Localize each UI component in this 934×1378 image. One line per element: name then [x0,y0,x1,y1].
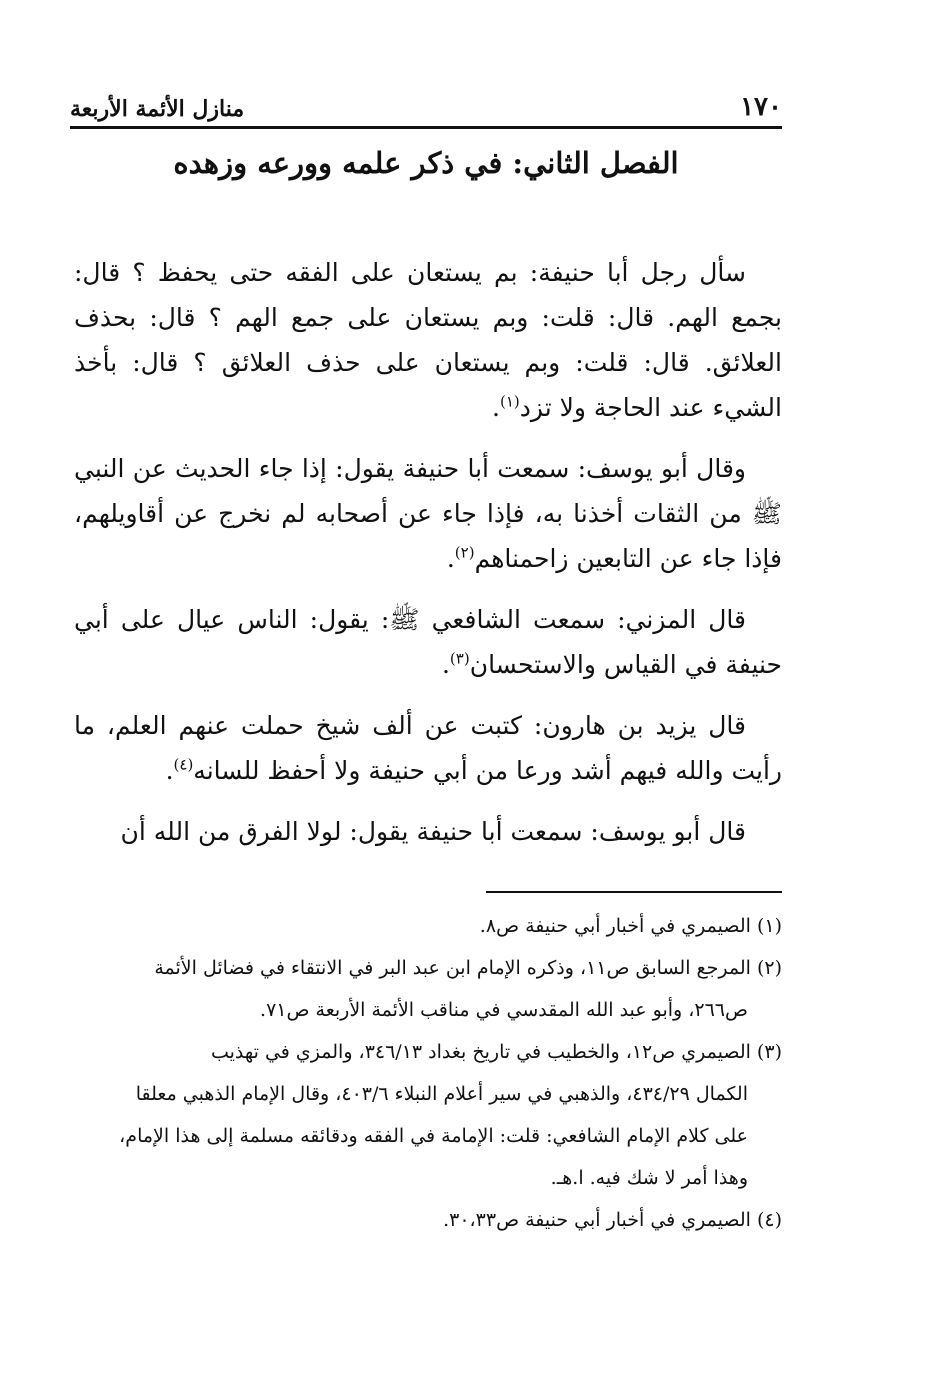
body-paragraph [74,703,782,793]
paragraph-text: سأل رجل أبا حنيفة: بم يستعان على الفقه حتى يحفظ ؟ قال: بجمع الهم. قال: قلت: وبم يستعان على جمع الهم ؟ قال: بحذف العلائق. قال: قلت: وبم يستعان على حذف العلائق ؟ قال: بأخذ الشيء عند الحاجة ولا تزد [74,258,782,422]
footnote-marker: (١) [499,392,520,411]
paragraph-text: قال المزني: سمعت الشافعي ﷺ: يقول: الناس عيال على أبي حنيفة في القياس والاستحسان [74,605,782,679]
body-text [74,250,782,854]
footnote-1: (١) الصيمري في أخبار أبي حنيفة ص٨. [479,915,782,937]
footnote-3-continuation: وهذا أمر لا شك فيه. ا.هـ. [550,1167,748,1189]
chapter-title: الفصل الثاني: في ذكر علمه وورعه وزهده [173,146,679,180]
body-paragraph [74,250,782,430]
paragraph-end: . [492,393,500,422]
footnote-4: (٤) الصيمري في أخبار أبي حنيفة ص٣٠،٣٣. [443,1209,782,1231]
paragraph-text: قال يزيد بن هارون: كتبت عن ألف شيخ حملت عنهم العلم، ما رأيت والله فيهم أشد ورعا من أبي حنيفة ولا أحفظ للسانه [74,711,782,785]
footnote-marker: (٢) [454,543,475,562]
body-paragraph [74,809,782,854]
footnote-marker: (٤) [173,755,194,774]
body-paragraph [74,597,782,687]
footnote-3: (٣) الصيمري ص١٢، والخطيب في تاريخ بغداد ٣٤٦/١٣، والمزي في تهذيب [210,1041,782,1063]
footnote-marker: (٣) [449,649,470,668]
paragraph-end: . [165,756,174,785]
body-paragraph [74,446,782,581]
paragraph-end: . [446,544,455,573]
paragraph-end: . [441,650,450,679]
header-rule [70,126,782,129]
running-header [70,78,782,120]
page-number: ١٧٠ [740,92,782,122]
footnote-rule [486,891,782,893]
footnote-3-continuation: على كلام الإمام الشافعي: قلت: الإمامة في الفقه ودقائقه مسلمة إلى هذا الإمام، [119,1125,748,1147]
footnotes [74,905,782,1241]
footnote-3-continuation: الكمال ٤٣٤/٢٩، والذهبي في سير أعلام النبلاء ٤٠٣/٦، وقال الإمام الذهبي معلقا [135,1083,748,1105]
paragraph-text: قال أبو يوسف: سمعت أبا حنيفة يقول: لولا الفرق من الله أن [120,817,746,846]
book-title: منازل الأئمة الأربعة [70,96,245,122]
footnote-2-continuation: ص٢٦٦، وأبو عبد الله المقدسي في مناقب الأئمة الأربعة ص٧١. [260,999,748,1021]
footnote-2: (٢) المرجع السابق ص١١، وذكره الإمام ابن عبد البر في الانتقاء في فضائل الأئمة [154,957,782,979]
paragraph-text: وقال أبو يوسف: سمعت أبا حنيفة يقول: إذا جاء الحديث عن النبي ﷺ من الثقات أخذنا به، فإذا جاء عن أصحابه لم نخرج عن أقاويلهم، فإذا جاء عن التابعين زاحمناهم [74,454,782,573]
